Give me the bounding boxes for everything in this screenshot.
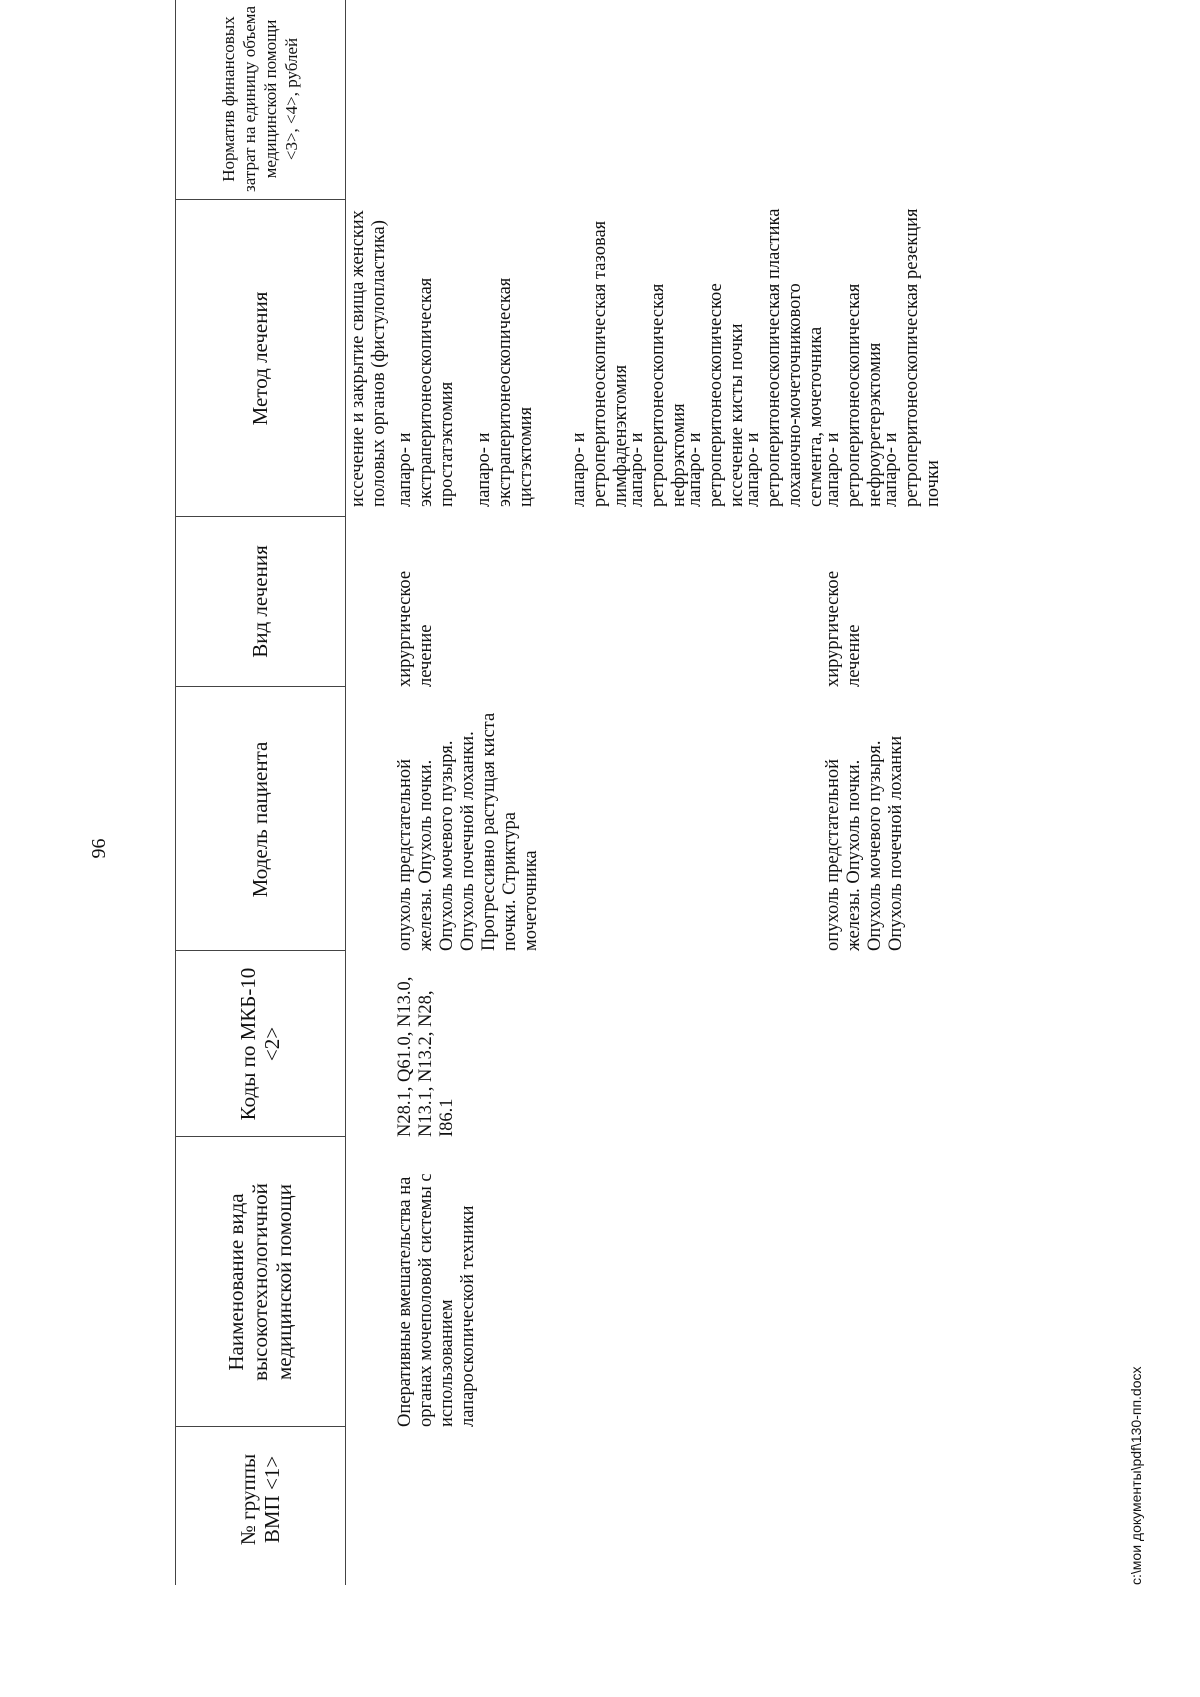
- header-bottom-border: [345, 0, 346, 1585]
- column-divider: [175, 516, 345, 517]
- header-patient-model: Модель пациента: [248, 741, 272, 898]
- icd-codes-cell: N28.1, Q61.0, N13.0, N13.1, N13.2, N28, I86.1: [395, 976, 457, 1137]
- method-cell: лапаро- и ретроперитонеоскопическая нефрэктомия: [627, 283, 689, 507]
- treatment-type-cell: хирургическое лечение: [823, 570, 864, 687]
- header-cost-norm: Норматив финансовых затрат на единицу объема медицинской помощи <3>, <4>, рублей: [219, 6, 301, 192]
- method-cell: лапаро- и экстраперитонеоскопическая простатэктомия: [395, 277, 457, 507]
- footer-file-path: c:\мои документы\pdf\130-пп.docx: [1128, 1366, 1144, 1585]
- group-name-cell: Оперативные вмешательства на органах мочеполовой системы с использованием лапароскопической техники: [395, 1173, 478, 1427]
- treatment-type-cell: хирургическое лечение: [395, 570, 436, 687]
- header-group-number: № группы ВМП <1>: [236, 1453, 284, 1546]
- page-number: 96: [88, 838, 110, 859]
- method-cell: лапаро- и ретроперитонеоскопическая резекция почки: [881, 208, 943, 507]
- column-divider: [175, 199, 345, 200]
- header-treatment-method: Метод лечения: [248, 291, 272, 426]
- method-fistuloplasty: иссечение и закрытие свища женских половых органов (фистулопластика): [348, 210, 389, 507]
- column-divider: [175, 686, 345, 687]
- method-cell: лапаро- и ретроперитонеоскопическая нефроуретерэктомия: [823, 283, 885, 507]
- method-cell: лапаро- и экстраперитонеоскопическая цистэктомия: [474, 277, 536, 507]
- column-divider: [175, 1136, 345, 1137]
- patient-model-cell: опухоль предстательной железы. Опухоль почки. Опухоль мочевого пузыря. Опухоль почечной лоханки. Прогрессивно растущая киста почки. Стриктура мочеточника: [395, 712, 541, 951]
- patient-model-cell: опухоль предстательной железы. Опухоль почки. Опухоль мочевого пузыря. Опухоль почечной лоханки: [823, 735, 906, 951]
- header-treatment-type: Вид лечения: [248, 545, 272, 658]
- method-cell: лапаро- и ретроперитонеоскопическая тазовая лимфаденэктомия: [569, 220, 631, 507]
- header-vmp-name: Наименование вида высокотехнологичной медицинской помощи: [224, 1183, 296, 1381]
- header-icd-codes: Коды по МКБ-10 <2>: [236, 967, 284, 1121]
- method-cell: лапаро- и ретроперитонеоскопическое иссечение кисты почки: [685, 283, 747, 507]
- method-cell: лапаро- и ретроперитонеоскопическая пластика лоханочно-мочеточникового сегмента, мочеточника: [743, 208, 826, 507]
- column-divider: [175, 950, 345, 951]
- column-divider: [175, 1426, 345, 1427]
